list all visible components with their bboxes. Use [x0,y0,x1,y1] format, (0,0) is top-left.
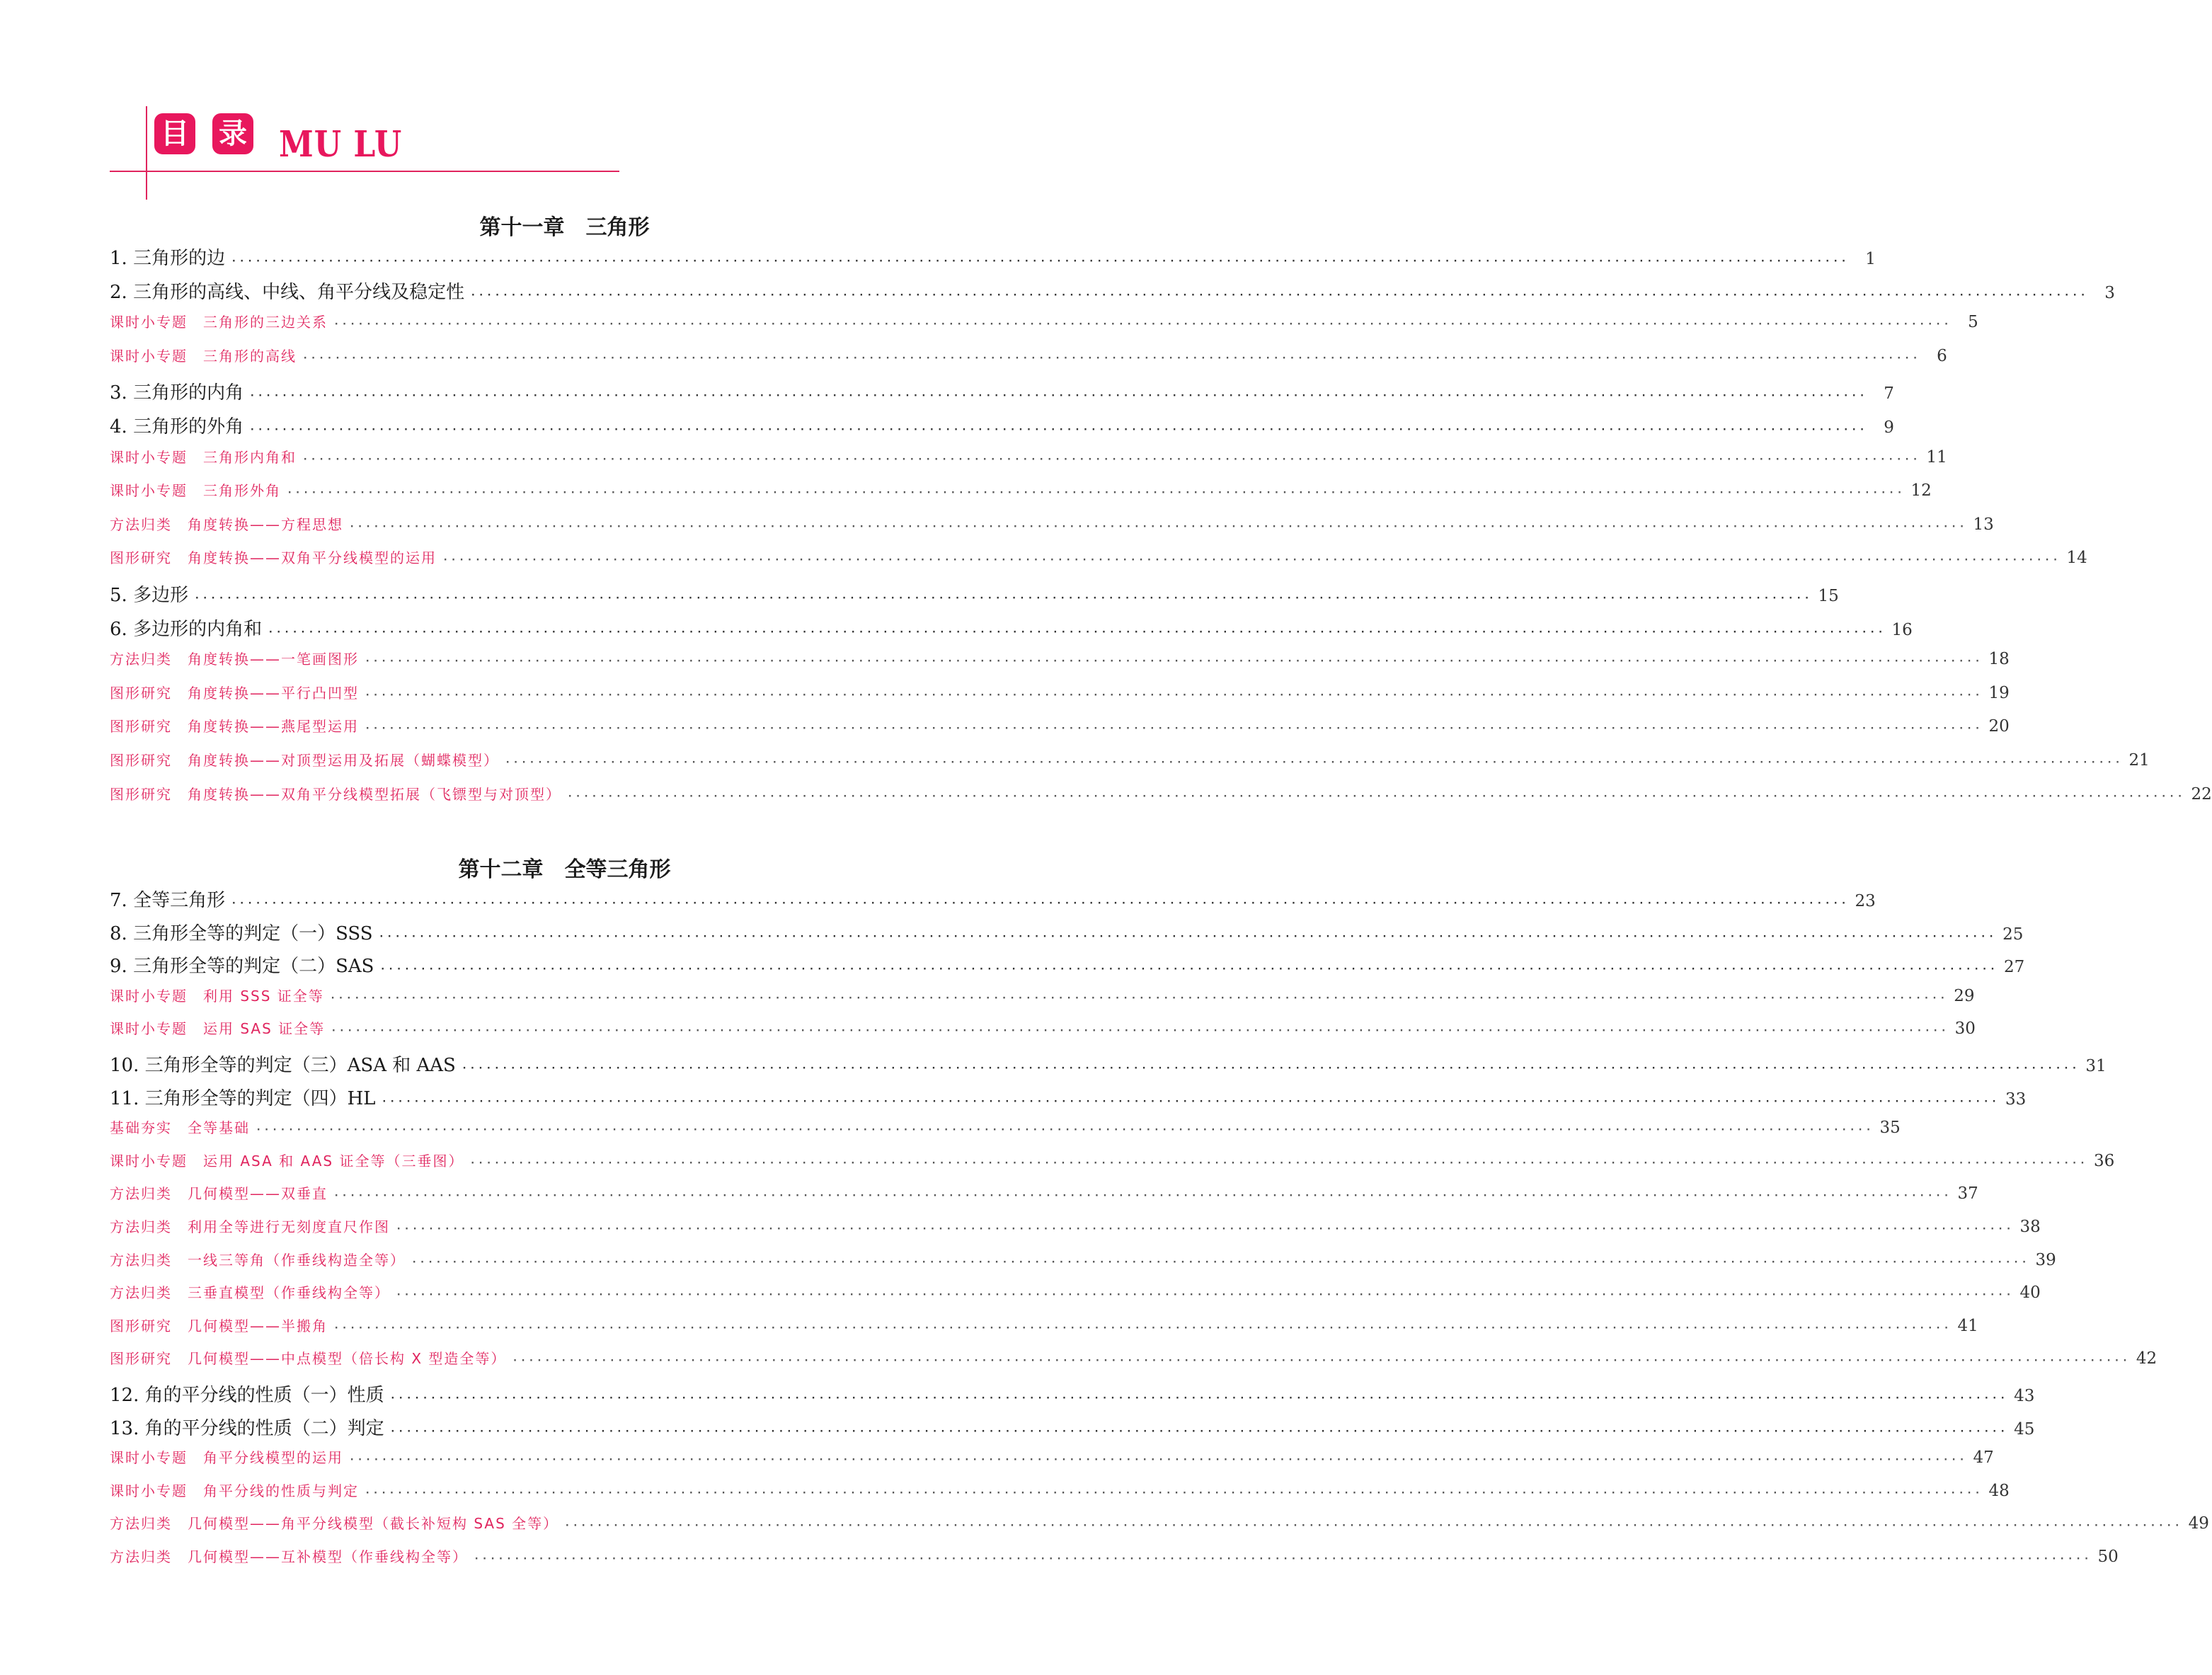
toc-leader-dots: ········································································································································································································ [231,898,1849,909]
toc-page-number: 37 [1957,1184,1978,1204]
toc-leader-dots: ········································································································································································································ [379,964,1998,976]
toc-entry-title: 方法归类 利用全等进行无刻度直尺作图 [110,1218,390,1235]
toc-entry[interactable] [110,1051,2107,1082]
header-vertical-rule [146,106,147,200]
toc-entry-title: 图形研究 角度转换——平行凸凹型 [110,684,359,702]
toc-entry-title: 2. 三角形的高线、中线、角平分线及稳定性 [110,281,465,303]
toc-page-number: 29 [1954,986,1975,1005]
toc-leader-dots: ········································································································································································································ [442,554,2061,566]
toc-subentry[interactable] [110,749,2150,780]
toc-subentry[interactable] [110,1347,2157,1378]
toc-leader-dots: ········································································································································································································ [249,390,1867,402]
toc-leader-dots: ········································································································································································································ [389,1393,2008,1404]
toc-leader-dots: ········································································································································································································ [365,1487,1983,1499]
toc-leader-dots: ········································································································································································································ [469,1157,2088,1169]
toc-entry-title: 图形研究 几何模型——半搬角 [110,1317,328,1334]
toc-subentry[interactable] [110,1249,2056,1280]
toc-subentry[interactable] [110,1512,2209,1543]
toc-entry-title: 图形研究 角度转换——双角平分线模型的运用 [110,549,437,567]
toc-subentry[interactable] [110,1017,1976,1048]
toc-page-number: 16 [1891,620,1913,639]
toc-page-number: 7 [1884,384,1894,404]
toc-entry-title: 9. 三角形全等的判定（二）SAS [110,956,374,978]
toc-subentry[interactable] [110,345,1947,376]
toc-page-number: 39 [2035,1250,2056,1269]
toc-page-number: 25 [2002,925,2024,944]
toc-leader-dots: ········································································································································································································ [333,1322,1952,1334]
toc-leader-dots: ········································································································································································································ [365,689,1983,701]
toc-page-number: 48 [1988,1481,2010,1500]
toc-leader-dots: ········································································································································································································ [567,790,2185,802]
toc-entry[interactable] [110,1084,2027,1115]
toc-subentry[interactable] [110,783,2212,814]
toc-leader-dots: ········································································································································································································ [389,1425,2008,1437]
toc-page-number: 30 [1954,1019,1976,1039]
toc-page-number: 40 [2019,1284,2041,1303]
toc-entry-title: 7. 全等三角形 [110,890,226,911]
toc-entry-title: 12. 角的平分线的性质（一）性质 [110,1385,384,1406]
toc-entry-title: 方法归类 一线三等角（作垂线构造全等） [110,1251,406,1269]
toc-leader-dots: ········································································································································································································ [349,520,1967,532]
toc-subentry[interactable] [110,1545,2119,1577]
toc-page-number: 43 [2014,1387,2035,1405]
toc-leader-dots: ········································································································································································································ [249,424,1867,435]
toc-entry-title: 课时小专题 三角形内角和 [110,448,297,466]
toc-leader-dots: ········································································································································································································ [474,1553,2092,1565]
toc-page-number: 31 [2085,1057,2107,1075]
toc-page-number: 18 [1988,650,2010,669]
toc-leader-dots: ········································································································································································································ [331,1025,1949,1037]
toc-leader-dots: ········································································································································································································ [231,256,1849,267]
toc-entry-title: 课时小专题 角平分线的性质与判定 [110,1482,359,1499]
toc-page-number: 36 [2093,1151,2115,1170]
toc-leader-dots: ········································································································································································································ [470,289,2088,301]
toc-page-number: 50 [2097,1548,2119,1566]
chapter-title: 第十二章 全等三角形 [458,857,671,882]
toc-page-number: 22 [2191,784,2212,804]
toc-page-number: 35 [1879,1119,1901,1138]
toc-entry[interactable] [110,1380,2035,1412]
toc-leader-dots: ········································································································································································································ [302,352,1920,364]
toc-entry[interactable] [110,614,1913,646]
toc-entry[interactable] [110,412,1894,443]
toc-page-number: 20 [1988,717,2010,736]
toc-subentry[interactable] [110,1116,1901,1148]
toc-leader-dots: ········································································································································································································ [287,487,1905,499]
toc-leader-dots: ········································································································································································································ [564,1520,2182,1532]
toc-leader-dots: ········································································································································································································ [365,723,1983,735]
toc-subentry[interactable] [110,1150,2115,1181]
toc-page-number: 47 [1973,1448,1994,1468]
toc-page-number: 11 [1926,447,1947,467]
header-horizontal-rule [110,171,619,172]
toc-page-number: 27 [2003,958,2025,977]
toc-page-number: 9 [1884,418,1894,437]
toc-entry-title: 课时小专题 三角形外角 [110,482,281,500]
toc-entry-title: 方法归类 角度转换——一笔画图形 [110,651,359,668]
toc-entry-title: 方法归类 三垂直模型（作垂线构全等） [110,1284,390,1302]
toc-entry[interactable] [110,278,2115,309]
toc-entry-title: 图形研究 角度转换——双角平分线模型拓展（飞镖型与对顶型） [110,785,561,803]
toc-entry-title: 课时小专题 三角形的高线 [110,347,297,365]
toc-leader-dots: ········································································································································································································ [396,1289,2014,1301]
header-char-box-1: 目 [154,113,195,154]
toc-entry-title: 课时小专题 运用 ASA 和 AAS 证全等（三垂图） [110,1152,464,1170]
toc-entry-title: 课时小专题 三角形的三边关系 [110,314,328,331]
toc-subentry[interactable] [110,446,1947,477]
toc-page-number: 19 [1988,683,2010,702]
toc-page-number: 42 [2136,1349,2157,1368]
header-latin-title: MU LU [279,123,403,166]
toc-subentry[interactable] [110,1281,2041,1313]
toc-page-number: 1 [1865,250,1876,268]
toc-subentry[interactable] [110,1182,1978,1213]
toc-leader-dots: ········································································································································································································ [256,1124,1874,1136]
toc-entry-title: 3. 三角形的内角 [110,382,244,404]
toc-leader-dots: ········································································································································································································ [512,1355,2131,1367]
toc-entry-title: 4. 三角形的外角 [110,416,244,438]
toc-entry-title: 图形研究 角度转换——对顶型运用及拓展（蝴蝶模型） [110,752,499,769]
toc-subentry[interactable] [110,648,2010,679]
toc-leader-dots: ········································································································································································································ [302,453,1920,465]
toc-page-number: 12 [1910,481,1932,501]
toc-page-number: 3 [2104,283,2115,302]
toc-leader-dots: ········································································································································································································ [411,1256,2029,1268]
toc-subentry[interactable] [110,311,1978,342]
chapter-title: 第十一章 三角形 [479,215,650,240]
toc-entry-title: 方法归类 几何模型——角平分线模型（截长补短构 SAS 全等） [110,1515,559,1533]
toc-entry-title: 8. 三角形全等的判定（一）SSS [110,922,373,944]
toc-entry[interactable] [110,581,1839,612]
header-char-box-2: 录 [212,113,253,154]
toc-entry-title: 1. 三角形的边 [110,248,226,269]
toc-entry-title: 10. 三角形全等的判定（三）ASA 和 AAS [110,1055,456,1076]
toc-subentry[interactable] [110,1315,1978,1346]
toc-entry-title: 5. 多边形 [110,585,189,606]
toc-page-number: 38 [2019,1218,2041,1236]
toc-page-number: 41 [1957,1316,1978,1335]
toc-leader-dots: ········································································································································································································ [268,626,1886,638]
toc-page-number: 5 [1968,313,1978,332]
toc-subentry[interactable] [110,1480,2010,1511]
toc-leader-dots: ········································································································································································································ [505,757,2123,768]
toc-page-number: 13 [1973,515,1994,534]
toc-page-number: 21 [2128,751,2150,770]
toc-leader-dots: ········································································································································································································ [396,1223,2014,1235]
toc-subentry[interactable] [110,513,1994,544]
toc-leader-dots: ········································································································································································································ [365,656,1983,668]
toc-entry[interactable] [110,1414,2035,1445]
toc-page-number: 6 [1937,346,1947,365]
toc-entry-title: 13. 角的平分线的性质（二）判定 [110,1417,384,1439]
toc-entry-title: 方法归类 几何模型——双垂直 [110,1185,328,1203]
toc-subentry[interactable] [110,547,2087,578]
toc-leader-dots: ········································································································································································································ [349,1454,1967,1466]
toc-leader-dots: ········································································································································································································ [333,319,1952,331]
toc-leader-dots: ········································································································································································································ [194,593,1812,604]
toc-leader-dots: ········································································································································································································ [381,1095,2000,1107]
toc-leader-dots: ········································································································································································································ [378,930,1997,942]
toc-entry-title: 方法归类 几何模型——互补模型（作垂线构全等） [110,1548,468,1565]
toc-page-number: 33 [2005,1090,2027,1109]
toc-entry[interactable] [110,919,2024,950]
toc-entry-title: 11. 三角形全等的判定（四）HL [110,1087,376,1109]
toc-entry-title: 方法归类 角度转换——方程思想 [110,515,343,533]
toc-page-number: 23 [1855,892,1876,910]
toc-entry-title: 图形研究 角度转换——燕尾型运用 [110,718,359,736]
toc-subentry[interactable] [110,479,1932,510]
toc-subentry[interactable] [110,985,1975,1016]
toc-entry[interactable] [110,244,1876,275]
toc-entry-title: 课时小专题 运用 SAS 证全等 [110,1020,326,1038]
toc-page-number: 49 [2188,1514,2209,1533]
toc-entry-title: 图形研究 几何模型——中点模型（倍长构 X 型造全等） [110,1350,507,1368]
toc-subentry[interactable] [110,682,2010,713]
toc-entry[interactable] [110,886,1876,917]
toc-entry-title: 课时小专题 利用 SSS 证全等 [110,987,324,1005]
toc-leader-dots: ········································································································································································································ [329,992,1948,1004]
toc-entry[interactable] [110,378,1894,409]
toc-leader-dots: ········································································································································································································ [461,1063,2080,1074]
toc-entry[interactable] [110,951,2025,983]
toc-entry-title: 6. 多边形的内角和 [110,618,263,640]
toc-subentry[interactable] [110,1446,1994,1477]
toc-subentry[interactable] [110,715,2010,746]
toc-page-number: 45 [2014,1419,2035,1439]
toc-page-number: 14 [2066,549,2087,568]
toc-page-number: 15 [1818,587,1839,605]
toc-leader-dots: ········································································································································································································ [333,1190,1952,1202]
toc-entry-title: 基础夯实 全等基础 [110,1119,250,1137]
toc-subentry[interactable] [110,1216,2041,1247]
toc-entry-title: 课时小专题 角平分线模型的运用 [110,1449,343,1467]
